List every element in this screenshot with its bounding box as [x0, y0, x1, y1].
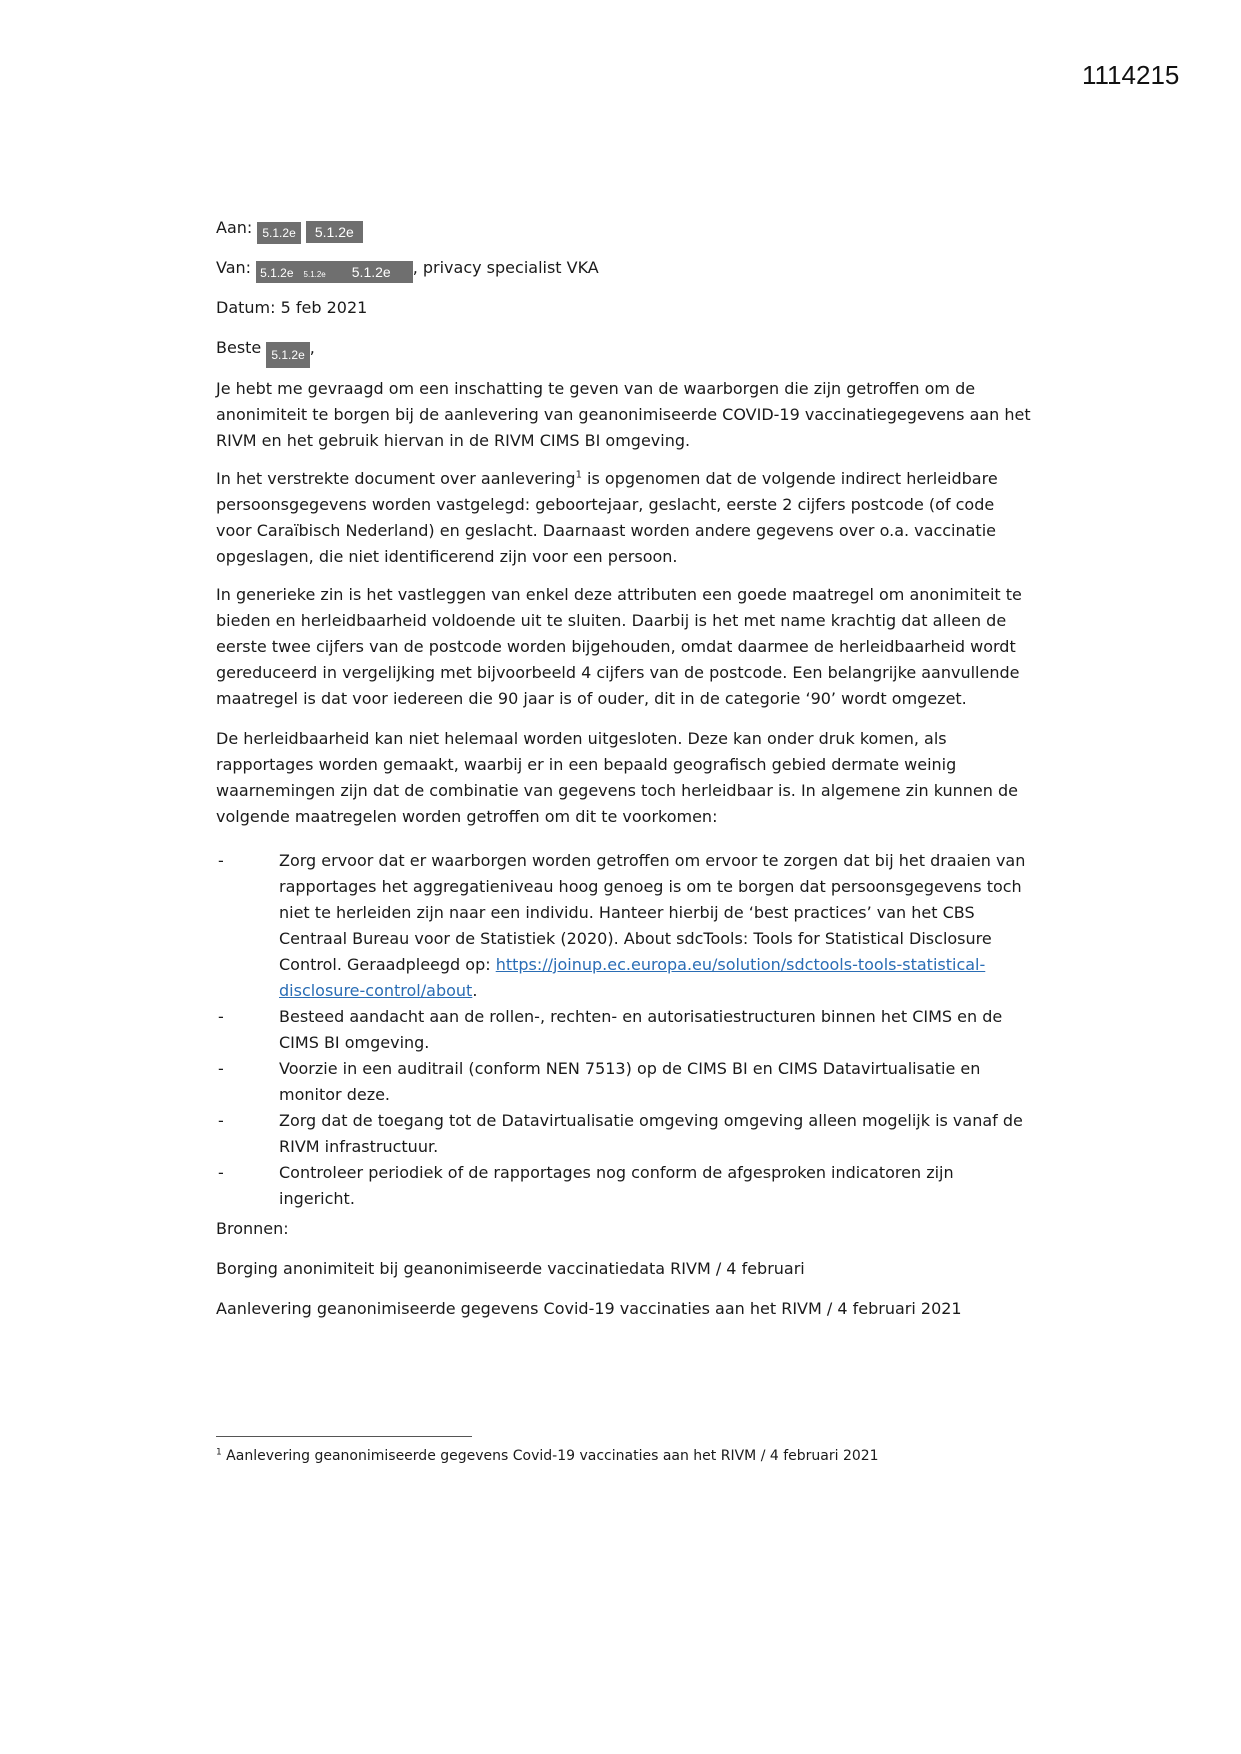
footnote [216, 1446, 879, 1466]
from-role: , privacy specialist VKA [412, 258, 599, 277]
footnote-divider [216, 1436, 472, 1437]
list-item-text: Zorg dat de toegang tot de Datavirtualisatie omgeving omgeving alleen mogelijk is vanaf de RIVM infrastructuur. [279, 1111, 1023, 1156]
measures-list [216, 848, 1034, 1212]
paragraph-text: is opgenomen dat de volgende indirect herleidbare persoonsgegevens worden vastgelegd: geboortejaar, geslacht, eerste 2 cijfers postcode (of code voor Caraïbisch Nederland) en geslacht. Daarnaast worden andere gegevens over o.a. vaccinatie opgeslagen, die niet identificerend zijn voor een persoon. [216, 469, 998, 566]
from-line [216, 255, 599, 283]
list-item [216, 1108, 1034, 1160]
date-line: Datum: 5 feb 2021 [216, 298, 368, 317]
salutation-label: Beste [216, 338, 262, 357]
list-item-text: Besteed aandacht aan de rollen-, rechten- en autorisatiestructuren binnen het CIMS en de CIMS BI omgeving. [279, 1007, 1003, 1052]
redaction-code: 5.1.2e [303, 270, 326, 279]
list-dash: - [218, 1163, 224, 1182]
to-line [216, 215, 363, 244]
list-dash: - [218, 1059, 224, 1078]
paragraph-request: Je hebt me gevraagd om een inschatting te geven van de waarborgen die zijn getroffen om de anonimiteit te borgen bij de aanlevering van geanonimiseerde COVID-19 vaccinatiegegevens aan het RIVM en het gebruik hiervan in de RIVM CIMS BI omgeving. [216, 379, 1031, 450]
list-item-text: Voorzie in een auditrail (conform NEN 7513) op de CIMS BI en CIMS Datavirtualisatie en monitor deze. [279, 1059, 981, 1104]
list-dash: - [218, 1111, 224, 1130]
paragraph-text: In het verstrekte document over aanlevering [216, 469, 576, 488]
sources-heading: Bronnen: [216, 1219, 289, 1238]
paragraph-assessment: In generieke zin is het vastleggen van enkel deze attributen een goede maatregel om anonimiteit te bieden en herleidbaarheid voldoende uit te sluiten. Daarbij is het met name krachtig dat alleen de eerste twee cijfers van de postcode worden bijgehouden, omdat daarmee de herleidbaarheid wordt gereduceerd in vergelijking met bijvoorbeeld 4 cijfers van de postcode. Een belangrijke aanvullende maatregel is dat voor iedereen die 90 jaar is of ouder, dit in de categorie ‘90’ wordt omgezet. [216, 585, 1022, 708]
paragraph-risks: De herleidbaarheid kan niet helemaal worden uitgesloten. Deze kan onder druk komen, als rapportages worden gemaakt, waarbij er in een bepaald geografisch gebied dermate weinig waarnemingen zijn dat de combinatie van gegevens toch herleidbaar is. In algemene zin kunnen de volgende maatregelen worden getroffen om dit te voorkomen: [216, 729, 1018, 826]
salutation-comma: , [309, 338, 315, 357]
redaction-code: 5.1.2e [351, 264, 391, 280]
list-dash: - [218, 1007, 224, 1026]
footnote-text: Aanlevering geanonimiseerde gegevens Covid-19 vaccinaties aan het RIVM / 4 februari 2021 [221, 1448, 879, 1464]
sdctools-link[interactable]: https://joinup.ec.europa.eu/solution/sdctools-tools-statistical-disclosure-control/about [279, 955, 986, 1000]
list-dash: - [218, 851, 224, 870]
redaction-box: 5.1.2e [266, 342, 309, 368]
salutation [216, 335, 315, 368]
list-item [216, 1160, 1034, 1212]
paragraph-data-fields [216, 466, 1034, 570]
to-label: Aan: [216, 218, 253, 237]
redaction-code: 5.1.2e [260, 266, 294, 280]
list-item-text: Controleer periodiek of de rapportages nog conform de afgesproken indicatoren zijn ingericht. [279, 1163, 954, 1208]
list-item-end: . [472, 981, 478, 1000]
source-item: Aanlevering geanonimiseerde gegevens Covid-19 vaccinaties aan het RIVM / 4 februari 2021 [216, 1299, 962, 1318]
from-label: Van: [216, 258, 252, 277]
list-item [216, 848, 1034, 1004]
list-item-text: Zorg ervoor dat er waarborgen worden getroffen om ervoor te zorgen dat bij het draaien van rapportages het aggregatieniveau hoog genoeg is om te borgen dat persoonsgegevens toch niet te herleiden zijn naar een individu. Hanteer hierbij de ‘best practices’ van het CBS Centraal Bureau voor de Statistiek (2020). About sdcTools: Tools for Statistical Disclosure Control. Geraadpleegd op: [279, 851, 1026, 974]
redaction-box: 5.1.2e [257, 222, 300, 244]
document-number: 1114215 [1082, 60, 1180, 90]
footnote-ref: 1 [575, 469, 582, 481]
footnote-marker: 1 [216, 1447, 222, 1458]
source-item: Borging anonimiteit bij geanonimiseerde vaccinatiedata RIVM / 4 februari [216, 1259, 805, 1278]
list-item [216, 1004, 1034, 1056]
list-item [216, 1056, 1034, 1108]
redaction-box: 5.1.2e [306, 221, 363, 243]
redaction-box [256, 261, 413, 283]
